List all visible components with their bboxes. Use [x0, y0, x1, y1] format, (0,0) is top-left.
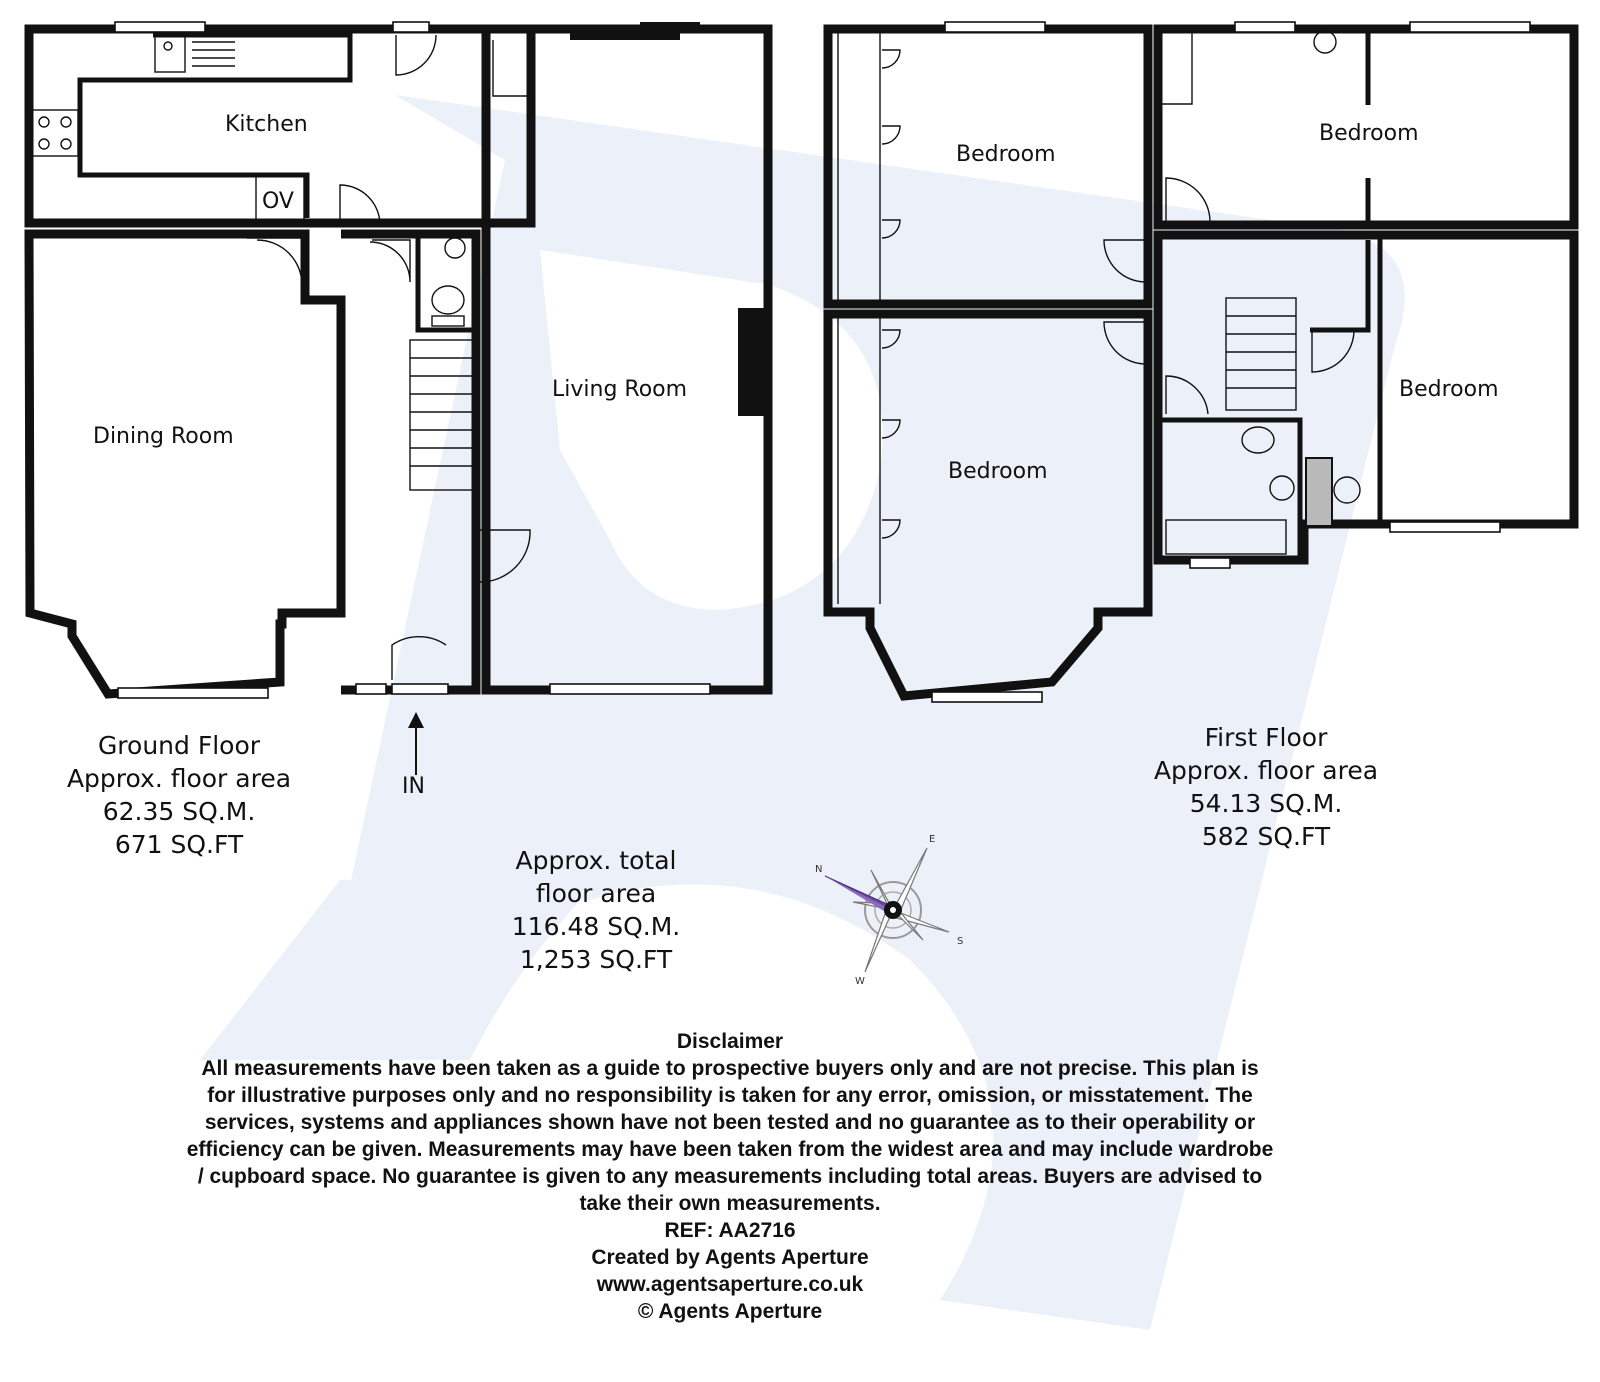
disclaimer — [60, 1028, 1400, 1325]
first-floor-sqm: 54.13 SQ.M. — [1189, 789, 1343, 818]
oven-label: OV — [262, 189, 294, 214]
copyright: © Agents Aperture — [637, 1300, 823, 1323]
bedroom-4-label: Bedroom — [1399, 377, 1499, 402]
fireplace — [738, 308, 764, 416]
ground-floor-area — [67, 731, 291, 859]
bedroom-2-label: Bedroom — [948, 459, 1048, 484]
entrance-label: IN — [402, 774, 425, 799]
ground-floor-area-label: Approx. floor area — [66, 764, 292, 793]
total-area-sqft: 1,253 SQ.FT — [519, 945, 673, 974]
disclaimer-line: All measurements have been taken as a guide to prospective buyers only and are not precise. This plan is — [201, 1057, 1259, 1080]
first-floor-sqft: 582 SQ.FT — [1201, 822, 1331, 851]
kitchen-window — [115, 22, 205, 32]
sink-icon — [155, 36, 235, 72]
compass-w: W — [855, 976, 865, 987]
front-door — [392, 684, 448, 694]
bedroom-1-label: Bedroom — [956, 142, 1056, 167]
disclaimer-line: efficiency can be given. Measurements may have been taken from the widest area and may include wardrobe — [186, 1138, 1274, 1161]
reference-number: REF: AA2716 — [664, 1219, 796, 1242]
disclaimer-line: take their own measurements. — [579, 1192, 881, 1215]
kitchen-worktop — [80, 35, 350, 218]
compass-e: E — [929, 834, 936, 845]
kitchen-window-2 — [393, 22, 429, 32]
dining-room-label: Dining Room — [93, 424, 234, 449]
first-floor-area-label: Approx. floor area — [1153, 756, 1379, 785]
bedroom-3-label: Bedroom — [1319, 121, 1419, 146]
disclaimer-line: for illustrative purposes only and no responsibility is taken for any error, omission, or misstatement. The — [207, 1084, 1253, 1107]
total-area-sqm: 116.48 SQ.M. — [511, 912, 681, 941]
total-area-line1: Approx. total — [515, 846, 677, 875]
disclaimer-line: services, systems and appliances shown have not been tested and no guarantee as to their operability or — [204, 1111, 1256, 1134]
compass-n: N — [815, 864, 823, 875]
airing-cupboard — [1306, 458, 1332, 526]
disclaimer-line: / cupboard space. No guarantee is given to any measurements including total areas. Buyers are advised to — [197, 1165, 1263, 1188]
ground-floor-sqft: 671 SQ.FT — [114, 830, 244, 859]
total-area-line2: floor area — [535, 879, 657, 908]
dining-room-walls — [29, 234, 341, 694]
living-top-window — [570, 33, 680, 40]
hob-icon — [32, 110, 78, 156]
disclaimer-heading: Disclaimer — [676, 1030, 784, 1053]
living-room-label: Living Room — [552, 377, 688, 402]
website: www.agentsaperture.co.uk — [596, 1273, 864, 1296]
created-by: Created by Agents Aperture — [591, 1246, 869, 1269]
compass-s: S — [957, 936, 964, 947]
ground-floor-sqm: 62.35 SQ.M. — [102, 797, 256, 826]
kitchen-label: Kitchen — [225, 112, 308, 137]
bay-window — [118, 688, 268, 698]
wc — [418, 234, 474, 330]
living-front-window — [550, 684, 710, 694]
first-floor-title: First Floor — [1204, 723, 1328, 752]
ground-floor-title: Ground Floor — [97, 731, 261, 760]
